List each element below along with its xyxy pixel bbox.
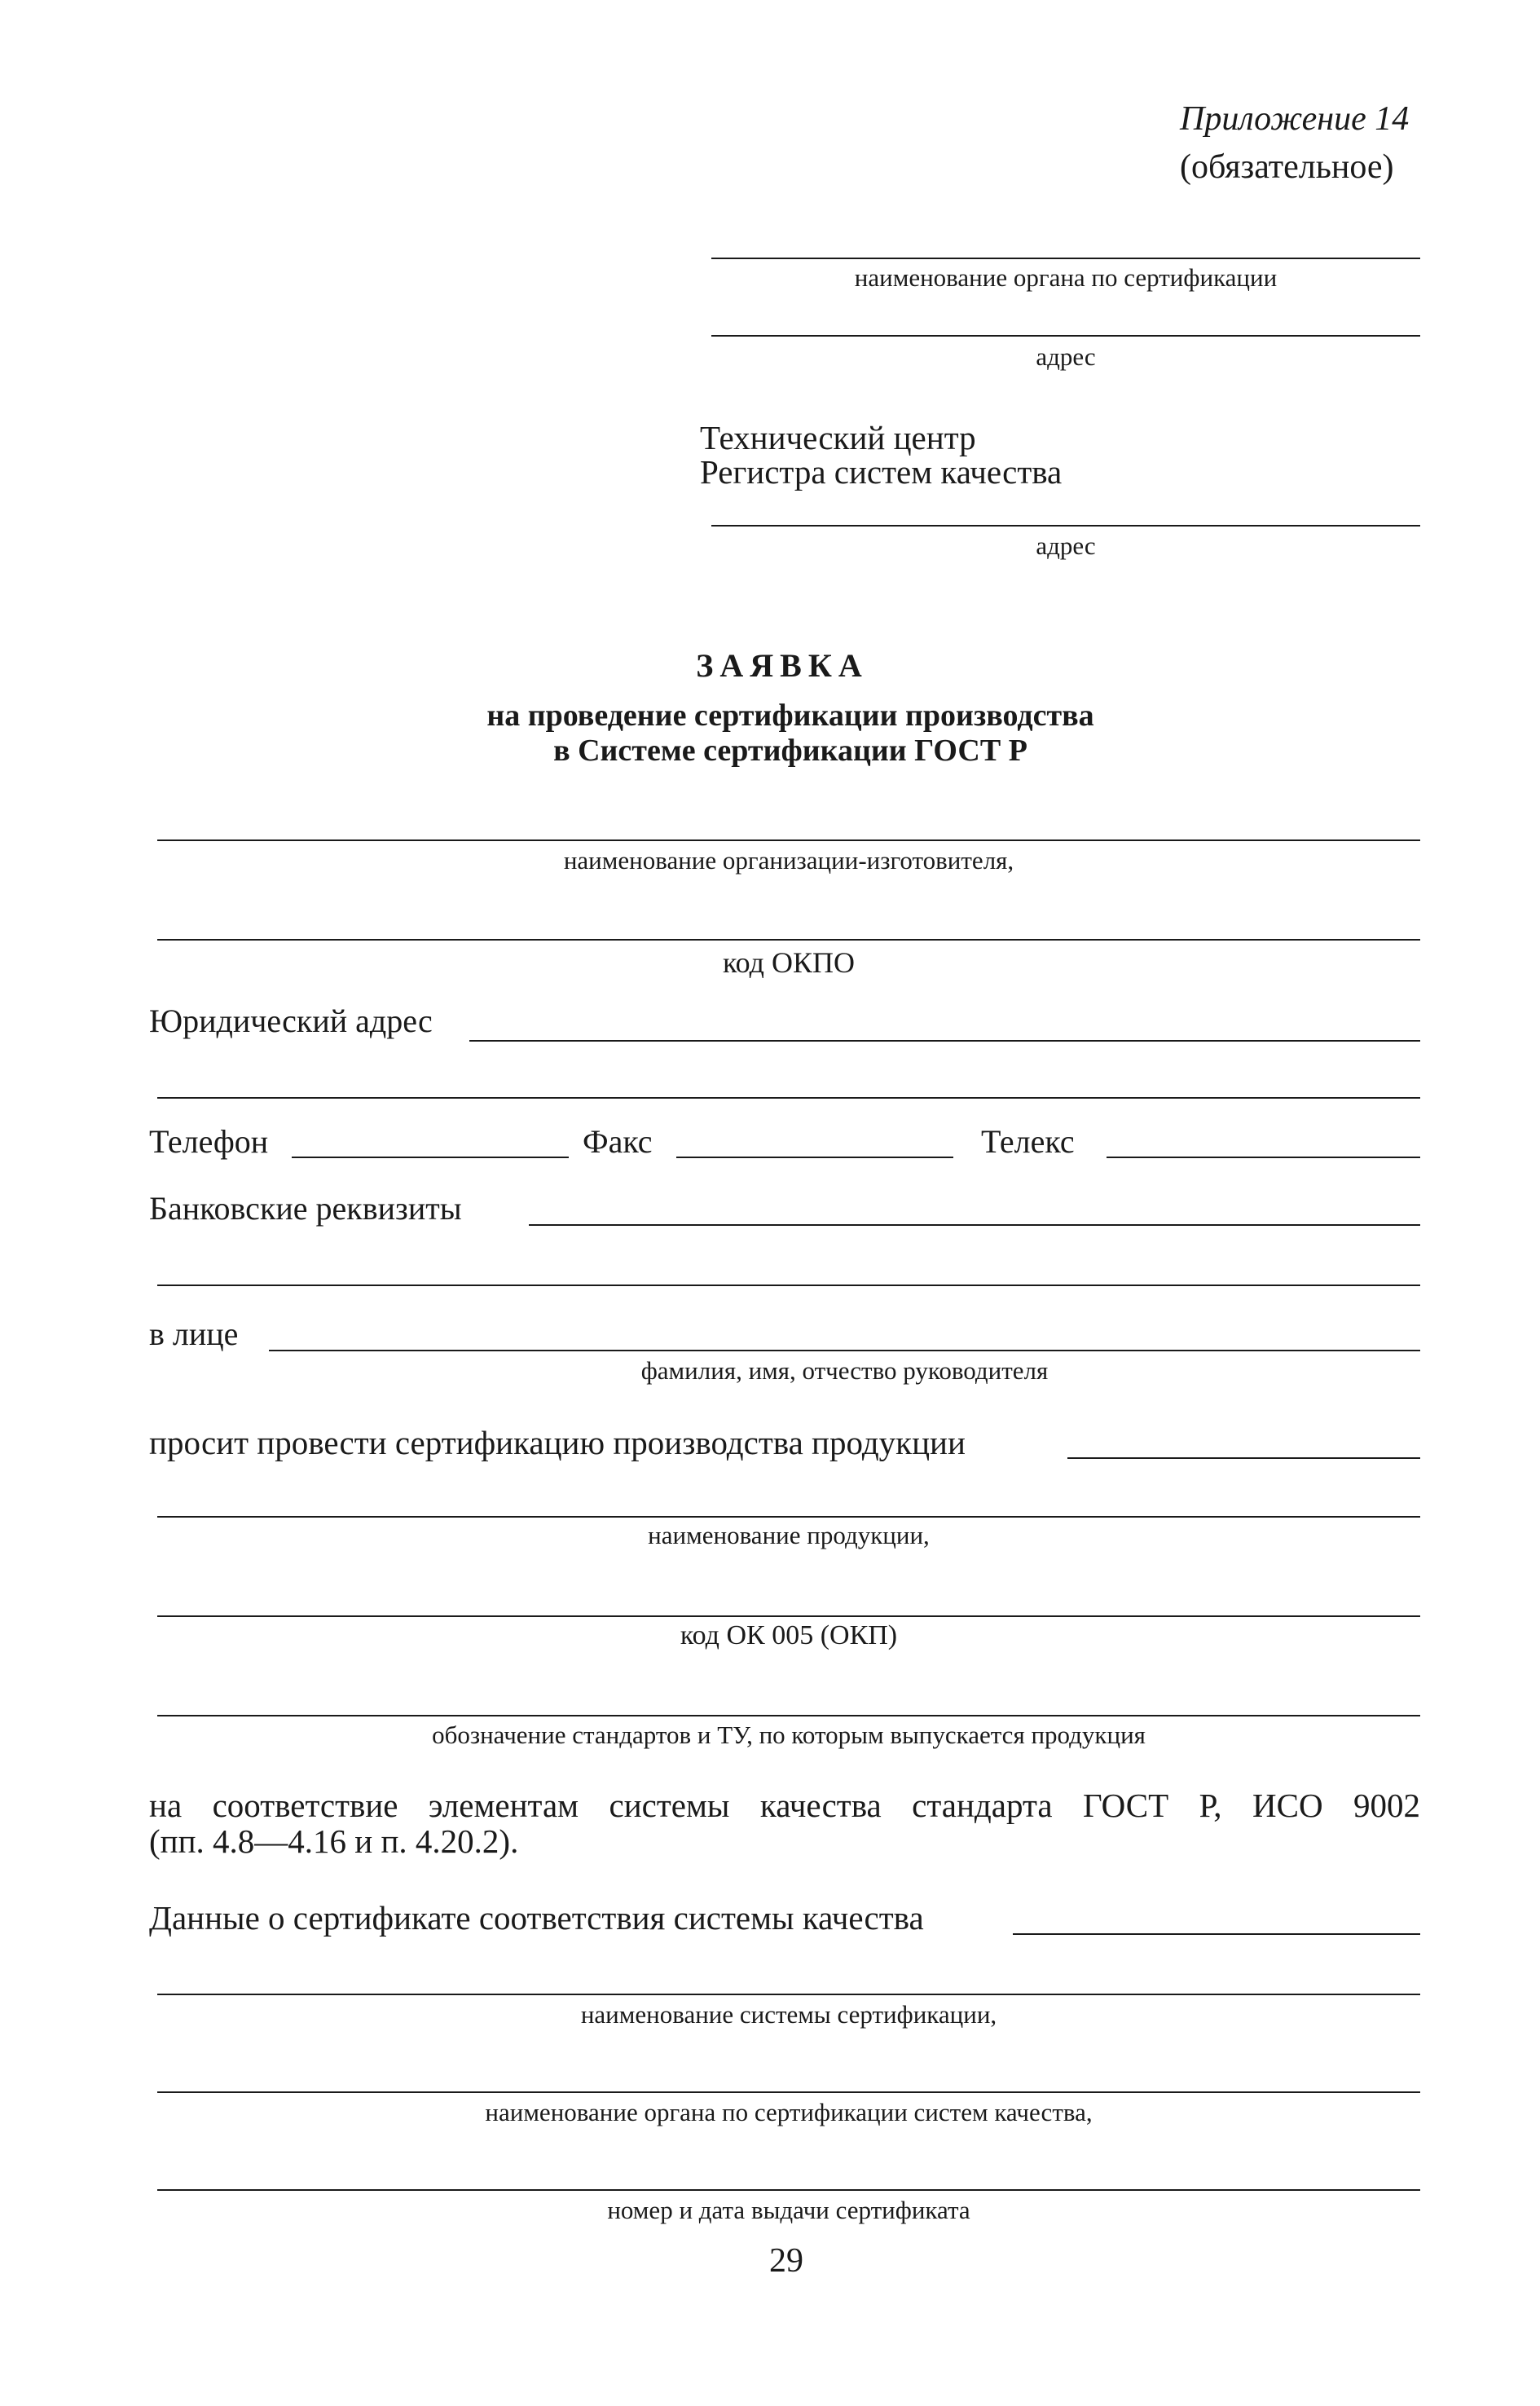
bank-details-line[interactable] [529,1224,1420,1226]
phone-label: Телефон [149,1123,269,1160]
product-name-line[interactable] [157,1516,1420,1518]
telex-label: Телекс [981,1123,1075,1160]
conformity-text-2: (пп. 4.8—4.16 и п. 4.20.2). [149,1822,519,1860]
telex-field[interactable] [1107,1157,1420,1158]
certificate-field[interactable] [1013,1933,1420,1935]
cert-system-caption: наименование системы сертификации, [580,2000,997,2029]
tech-center-line1: Технический центр [700,419,976,456]
form-subtitle-2: в Системе сертификации ГОСТ Р [553,734,1027,768]
page-number: 29 [769,2242,803,2280]
legal-address-line-2[interactable] [157,1097,1420,1099]
conformity-text-1: на соответствие элементам системы качества стандарта ГОСТ Р, ИСО 9002 [149,1787,1420,1824]
standards-line[interactable] [157,1715,1420,1716]
legal-address-line[interactable] [469,1040,1420,1042]
cert-body-qs-caption: наименование органа по сертификации систем качества, [485,2098,1093,2126]
product-name-caption: наименование продукции, [648,1521,930,1549]
address-caption-1: адрес [1036,342,1096,371]
appendix-title: Приложение 14 [1180,100,1410,138]
cert-number-caption: номер и дата выдачи сертификата [607,2196,970,2224]
fax-label: Факс [583,1123,653,1160]
bank-details-label: Банковские реквизиты [149,1190,462,1227]
request-text: просит провести сертификацию производства продукции [149,1424,966,1461]
fax-field[interactable] [676,1157,953,1158]
form-title: ЗАЯВКА [696,647,869,684]
org-name-line[interactable] [157,839,1420,841]
cert-body-line[interactable] [711,258,1420,259]
cert-body-caption: наименование органа по сертификации [854,263,1278,292]
phone-field[interactable] [292,1157,569,1158]
product-field[interactable] [1067,1457,1420,1459]
legal-address-label: Юридический адрес [149,1002,433,1039]
org-name-caption: наименование организации-изготовителя, [563,846,1014,875]
form-subtitle-1: на проведение сертификации производства [486,698,1094,733]
head-name-caption: фамилия, имя, отчество руководителя [640,1356,1049,1385]
standards-caption: обозначение стандартов и ТУ, по которым выпускается продукция [432,1721,1146,1749]
address-line-2[interactable] [711,525,1420,527]
okpo-caption: код ОКПО [723,946,855,979]
certificate-label: Данные о сертификате соответствия системы качества [149,1899,924,1937]
represented-by-label: в лице [149,1315,239,1352]
appendix-note: (обязательное) [1180,148,1394,186]
bank-details-line-2[interactable] [157,1285,1420,1286]
okpo-line[interactable] [157,939,1420,941]
cert-number-line[interactable] [157,2189,1420,2191]
okp-code-line[interactable] [157,1615,1420,1617]
address-caption-2: адрес [1036,531,1096,560]
cert-body-qs-line[interactable] [157,2091,1420,2093]
address-line-1[interactable] [711,335,1420,337]
okp-code-caption: код ОК 005 (ОКП) [680,1620,898,1650]
cert-system-line[interactable] [157,1994,1420,1995]
tech-center-line2: Регистра систем качества [700,453,1063,491]
head-name-line[interactable] [269,1350,1420,1351]
